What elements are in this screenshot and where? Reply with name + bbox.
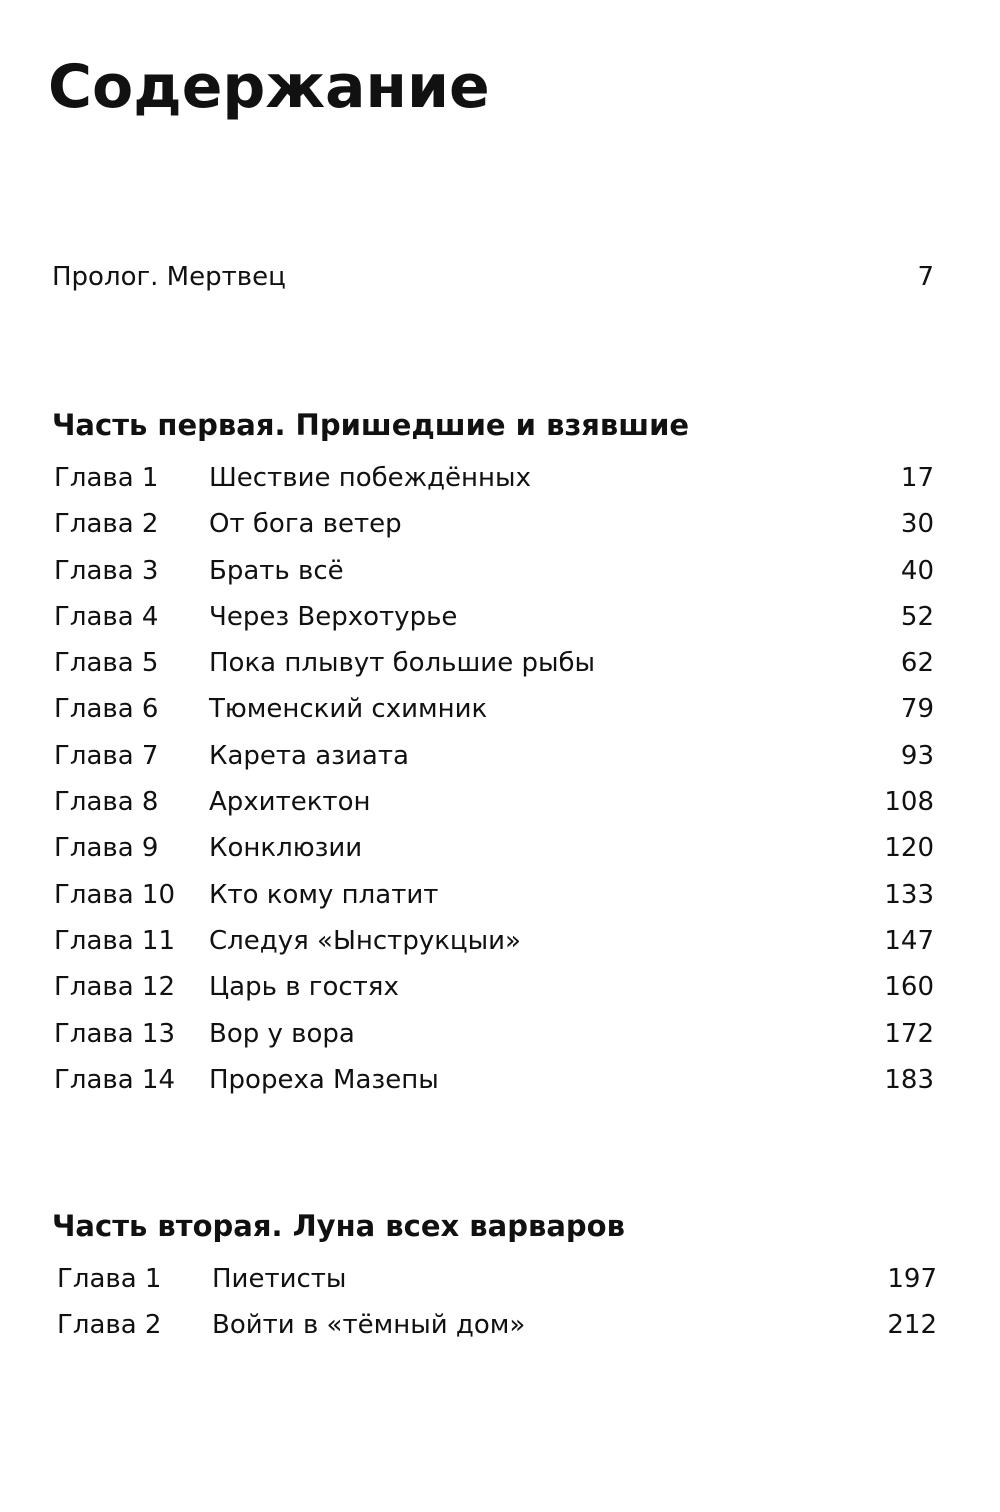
chapter-page: 133 bbox=[884, 879, 934, 910]
part-heading: Часть вторая. Луна всех варваров bbox=[52, 1209, 625, 1243]
chapter-page: 197 bbox=[887, 1264, 937, 1294]
chapter-label: Глава 4 bbox=[54, 601, 159, 632]
chapter-page: 17 bbox=[900, 463, 934, 493]
chapter-title: Царь в гостях bbox=[209, 972, 399, 1003]
chapter-label: Глава 6 bbox=[54, 694, 159, 725]
chapter-page: 62 bbox=[900, 648, 934, 679]
chapter-label: Глава 14 bbox=[54, 1064, 176, 1095]
chapter-list bbox=[57, 1264, 937, 1357]
chapter-label: Глава 3 bbox=[54, 555, 159, 586]
entry-page: 7 bbox=[917, 262, 934, 292]
toc-entry[interactable] bbox=[54, 1019, 934, 1065]
chapter-label: Глава 1 bbox=[57, 1264, 162, 1294]
chapter-label: Глава 2 bbox=[54, 509, 159, 540]
chapter-label: Глава 12 bbox=[54, 972, 176, 1003]
chapter-label: Глава 8 bbox=[54, 787, 159, 818]
chapter-title: От бога ветер bbox=[209, 509, 402, 540]
toc-entry[interactable] bbox=[54, 648, 934, 694]
chapter-page: 120 bbox=[884, 833, 934, 864]
chapter-title: Прореха Мазепы bbox=[209, 1064, 439, 1095]
chapter-title: Карета азиата bbox=[209, 740, 409, 771]
chapter-page: 79 bbox=[900, 694, 934, 725]
chapter-page: 212 bbox=[887, 1310, 937, 1341]
chapter-title: Войти в «тёмный дом» bbox=[212, 1310, 526, 1341]
chapter-page: 40 bbox=[900, 555, 934, 586]
toc-entry[interactable] bbox=[57, 1310, 937, 1356]
chapter-list bbox=[54, 463, 934, 1111]
chapter-title: Шествие побеждённых bbox=[209, 463, 531, 493]
toc-entry[interactable] bbox=[54, 880, 934, 926]
chapter-label: Глава 7 bbox=[54, 740, 159, 771]
chapter-label: Глава 1 bbox=[54, 463, 159, 493]
toc-entry[interactable] bbox=[54, 787, 934, 833]
part-heading: Часть первая. Пришедшие и взявшие bbox=[52, 408, 690, 442]
toc-entry[interactable] bbox=[54, 926, 934, 972]
chapter-page: 183 bbox=[884, 1064, 934, 1095]
chapter-page: 172 bbox=[884, 1018, 934, 1049]
chapter-title: Архитектон bbox=[209, 787, 371, 818]
chapter-title: Вор у вора bbox=[209, 1018, 355, 1049]
chapter-label: Глава 11 bbox=[54, 925, 176, 956]
toc-entry[interactable] bbox=[54, 694, 934, 740]
toc-entry-prologue[interactable] bbox=[52, 262, 934, 292]
chapter-label: Глава 13 bbox=[54, 1018, 176, 1049]
chapter-title: Через Верхотурье bbox=[209, 601, 458, 632]
toc-entry[interactable] bbox=[54, 509, 934, 555]
chapter-page: 52 bbox=[900, 601, 934, 632]
toc-entry[interactable] bbox=[54, 833, 934, 879]
chapter-title: Следуя «Ынструкцыи» bbox=[209, 925, 521, 956]
chapter-label: Глава 2 bbox=[57, 1310, 162, 1341]
toc-entry[interactable] bbox=[54, 463, 934, 509]
chapter-label: Глава 5 bbox=[54, 648, 159, 679]
chapter-title: Брать всё bbox=[209, 555, 344, 586]
chapter-page: 30 bbox=[900, 509, 934, 540]
toc-entry[interactable] bbox=[54, 556, 934, 602]
chapter-title: Пока плывут большие рыбы bbox=[209, 648, 596, 679]
chapter-title: Кто кому платит bbox=[209, 879, 439, 910]
chapter-page: 147 bbox=[884, 925, 934, 956]
toc-entry[interactable] bbox=[54, 741, 934, 787]
chapter-title: Тюменский схимник bbox=[209, 694, 488, 725]
toc-entry[interactable] bbox=[54, 972, 934, 1018]
toc-entry[interactable] bbox=[57, 1264, 937, 1310]
entry-title: Пролог. Мертвец bbox=[52, 262, 286, 292]
chapter-page: 93 bbox=[900, 740, 934, 771]
chapter-page: 160 bbox=[884, 972, 934, 1003]
toc-entry[interactable] bbox=[54, 1065, 934, 1111]
chapter-title: Конклюзии bbox=[209, 833, 363, 864]
toc-entry[interactable] bbox=[54, 602, 934, 648]
chapter-title: Пиетисты bbox=[212, 1264, 347, 1294]
page-title: Содержание bbox=[48, 52, 490, 122]
chapter-label: Глава 9 bbox=[54, 833, 159, 864]
chapter-page: 108 bbox=[884, 787, 934, 818]
chapter-label: Глава 10 bbox=[54, 879, 176, 910]
